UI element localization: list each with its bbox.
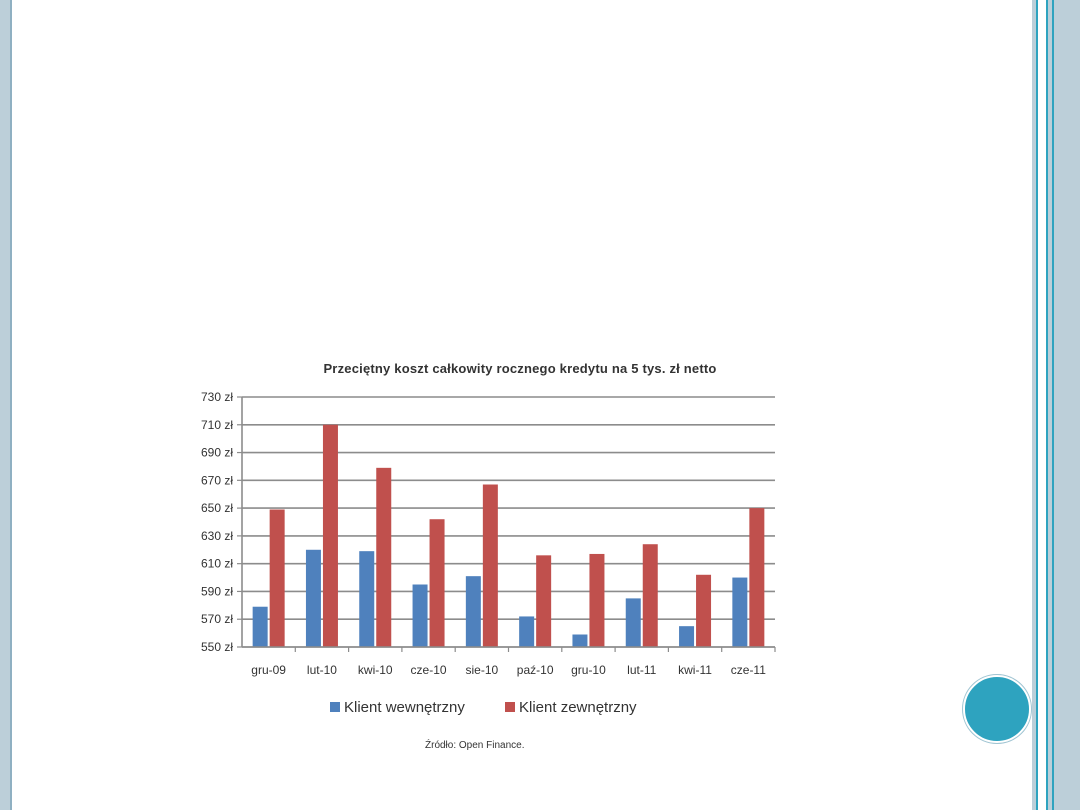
bar-klient-wewnetrzny: [253, 607, 268, 647]
bar-klient-wewnetrzny: [466, 576, 481, 647]
bar-klient-zewnetrzny: [589, 554, 604, 647]
y-tick-label: 650 zł: [200, 501, 233, 516]
bar-klient-wewnetrzny: [519, 616, 534, 647]
legend-swatch: [330, 702, 340, 712]
bar-klient-wewnetrzny: [572, 635, 587, 648]
y-tick-label: 590 zł: [200, 584, 233, 599]
gridlines: [242, 397, 775, 647]
bar-klient-wewnetrzny: [679, 626, 694, 647]
x-tick-label: cze-11: [730, 663, 766, 677]
legend: [330, 699, 637, 716]
x-tick-label: gru-09: [251, 663, 286, 677]
bar-klient-zewnetrzny: [323, 425, 338, 647]
x-tick-label: paź-10: [516, 663, 554, 677]
bar-klient-zewnetrzny: [270, 510, 285, 648]
x-tick-label: sie-10: [465, 663, 499, 677]
x-tick-label: gru-10: [571, 663, 606, 677]
x-tick-label: kwi-11: [678, 663, 712, 677]
bar-klient-zewnetrzny: [696, 575, 711, 647]
legend-label: Klient zewnętrzny: [519, 699, 637, 716]
bar-klient-zewnetrzny: [749, 508, 764, 647]
bar-klient-wewnetrzny: [306, 550, 321, 647]
x-tick-label: kwi-10: [357, 663, 393, 677]
axes: [242, 397, 775, 647]
bar-klient-zewnetrzny: [536, 555, 551, 647]
bar-klient-zewnetrzny: [430, 519, 445, 647]
bar-klient-wewnetrzny: [359, 551, 374, 647]
x-axis-ticks: [251, 647, 775, 677]
y-tick-label: 670 zł: [200, 473, 233, 488]
y-tick-label: 630 zł: [200, 528, 233, 543]
y-tick-label: 730 zł: [200, 390, 233, 404]
y-tick-label: 550 zł: [200, 640, 233, 654]
bar-klient-zewnetrzny: [376, 468, 391, 647]
bar-klient-wewnetrzny: [413, 585, 428, 648]
x-tick-label: lut-11: [627, 663, 657, 677]
x-tick-label: lut-10: [306, 663, 337, 677]
bar-klient-wewnetrzny: [626, 598, 641, 647]
source-note: Źródło: Open Finance.: [425, 740, 525, 751]
y-tick-label: 710 zł: [200, 417, 233, 432]
chart-title: Przeciętny koszt całkowity rocznego kredytu na 5 tys. zł netto: [323, 361, 717, 376]
y-tick-label: 610 zł: [200, 556, 233, 571]
bar-klient-zewnetrzny: [643, 544, 658, 647]
legend-swatch: [505, 702, 515, 712]
legend-label: Klient wewnętrzny: [344, 699, 465, 716]
x-tick-label: cze-10: [410, 663, 447, 677]
bar-klient-zewnetrzny: [483, 485, 498, 648]
bar-klient-wewnetrzny: [732, 578, 747, 647]
y-tick-label: 690 zł: [200, 445, 233, 460]
y-tick-label: 570 zł: [200, 612, 233, 627]
y-axis-ticks: [201, 390, 242, 654]
